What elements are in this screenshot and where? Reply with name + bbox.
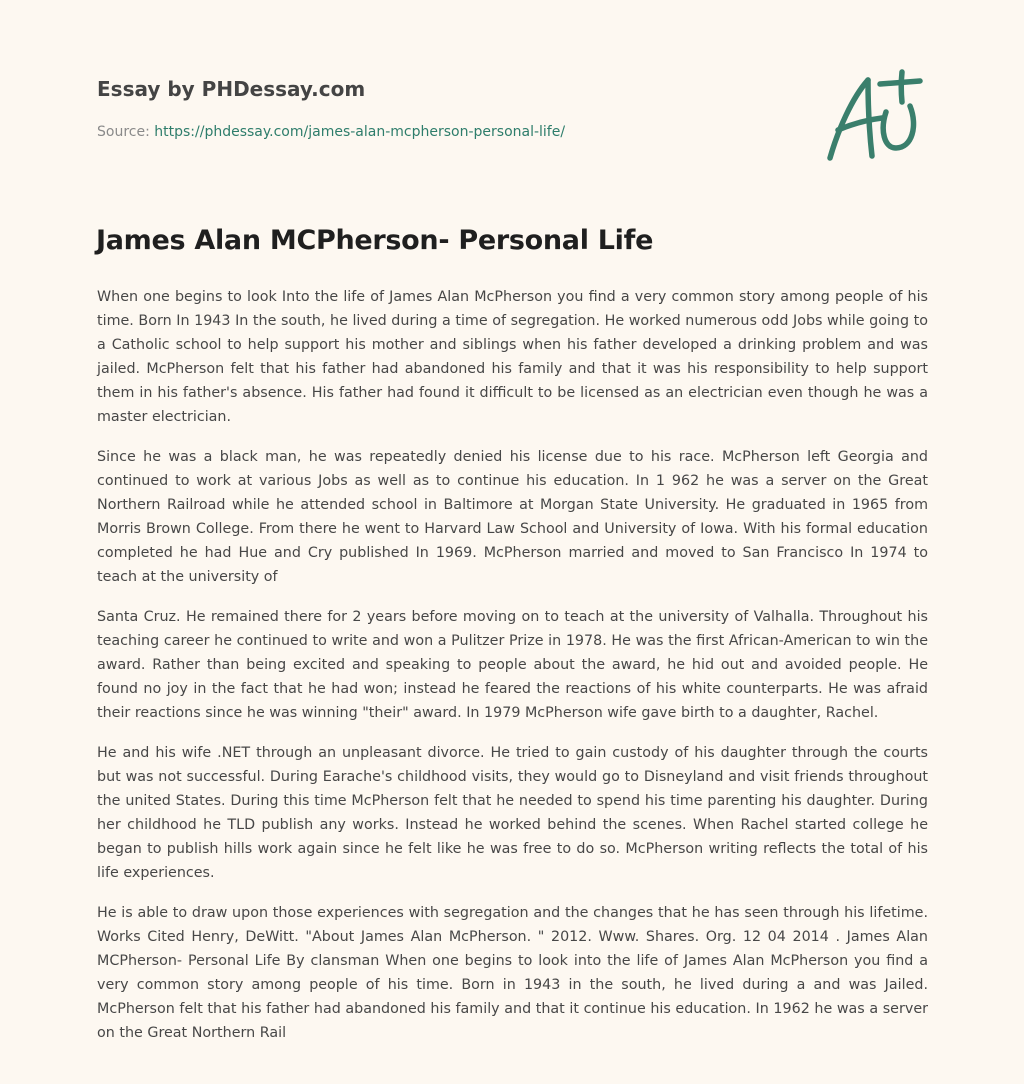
a-plus-grade-icon [822,68,926,164]
source-link[interactable]: https://phdessay.com/james-alan-mcpherson-personal-life/ [154,124,566,140]
brand-title: Essay by PHDessay.com [97,77,366,101]
paragraph-5: He is able to draw upon those experiences with segregation and the changes that he has seen through his lifetime. Works Cited Henry, DeWitt. "About James Alan McPherson. " 2012. Www. Shares. Org. 12 04 2014 . James Alan MCPherson- Personal Life By clansman When one begins to look into the life of James Alan McPherson you find a very common story among people of his time. Born in 1943 in the south, he lived during a and was Jailed. McPherson felt that his father had abandoned his family and that it continue his education. In 1962 he was a server on the Great Northern Rail [97,905,928,1041]
essay-body [97,285,928,1061]
source-label: Source: [97,124,150,140]
source-line [97,124,565,140]
paragraph-1: When one begins to look Into the life of James Alan McPherson you find a very common story among people of his time. Born In 1943 In the south, he lived during a time of segregation. He worked numerous odd Jobs while going to a Catholic school to help support his mother and siblings when his father developed a drinking problem and was jailed. McPherson felt that his father had abandoned his family and that it was his responsibility to help support them in his father's absence. His father had found it difficult to be licensed as an electrician even though he was a master electrician. [97,289,928,425]
paragraph-4: He and his wife .NET through an unpleasant divorce. He tried to gain custody of his daughter through the courts but was not successful. During Earache's childhood visits, they would go to Disneyland and visit friends throughout the united States. During this time McPherson felt that he needed to spend his time parenting his daughter. During her childhood he TLD publish any works. Instead he worked behind the scenes. When Rachel started college he began to publish hills work again since he felt like he was free to do so. McPherson writing reflects the total of his life experiences. [97,745,928,881]
header [97,74,797,140]
paragraph-2: Since he was a black man, he was repeatedly denied his license due to his race. McPherson left Georgia and continued to work at various Jobs as well as to continue his education. In 1 962 he was a server on the Great Northern Railroad while he attended school in Baltimore at Morgan State University. He graduated in 1965 from Morris Brown College. From there he went to Harvard Law School and University of Iowa. With his formal education completed he had Hue and Cry published In 1969. McPherson married and moved to San Francisco In 1974 to teach at the university of [97,449,928,585]
a-plus-logo-svg [822,68,926,164]
paragraph-3: Santa Cruz. He remained there for 2 years before moving on to teach at the university of Valhalla. Throughout his teaching career he continued to write and won a Pulitzer Prize in 1978. He was the first African-American to win the award. Rather than being excited and speaking to people about the award, he hid out and avoided people. He found no joy in the fact that he had won; instead he feared the reactions of his white counterparts. He was afraid their reactions since he was winning "their" award. In 1979 McPherson wife gave birth to a daughter, Rachel. [97,609,928,721]
page-title: James Alan MCPherson- Personal Life [96,225,654,256]
